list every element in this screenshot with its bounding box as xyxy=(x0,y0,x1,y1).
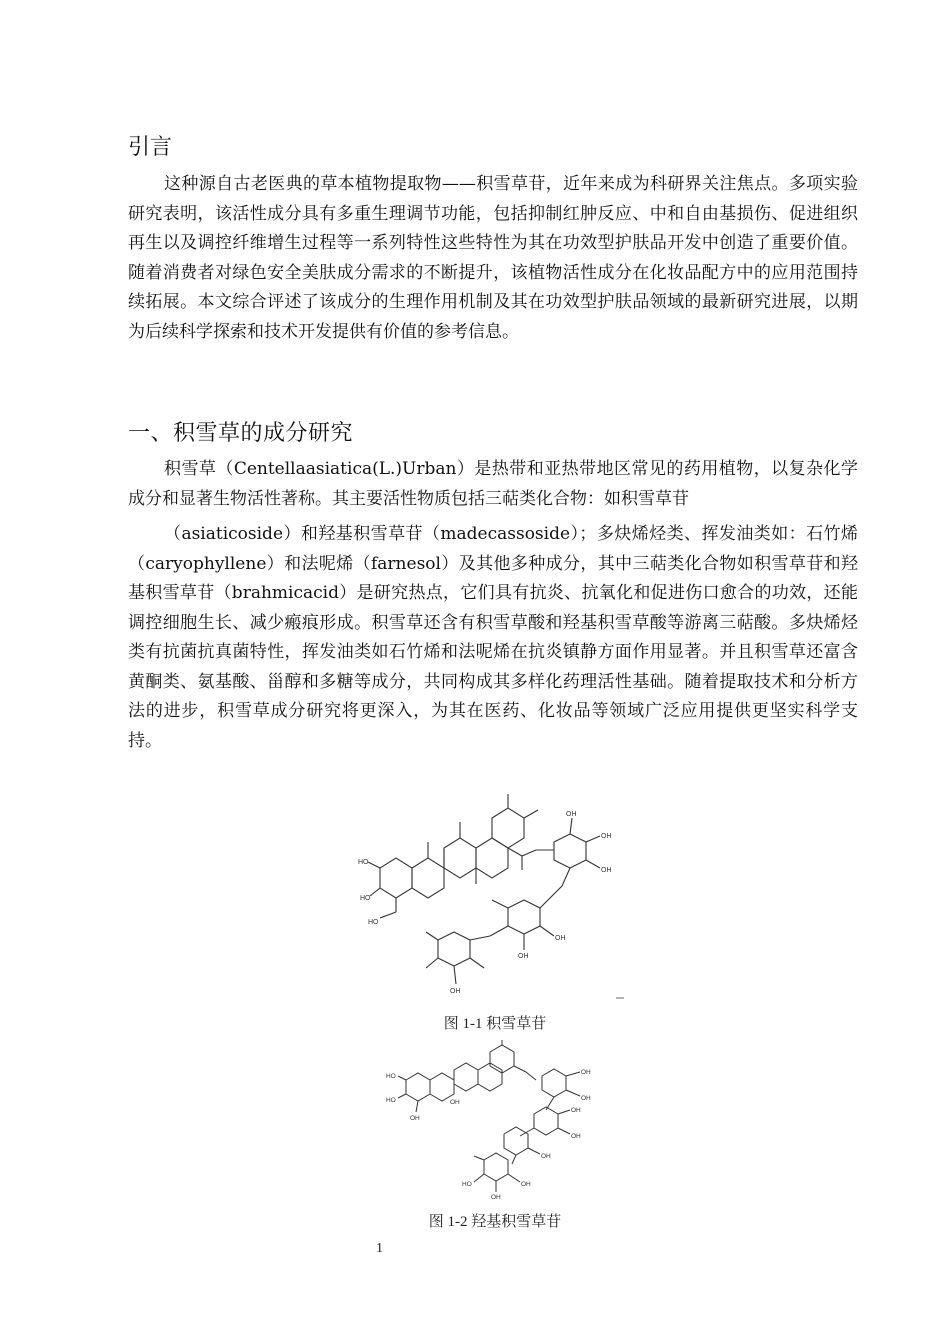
fig1-label-6: OH xyxy=(601,867,612,874)
intro-paragraph: 这种源自古老医典的草本植物提取物——积雪草苷，近年来成为科研界关注焦点。多项实验研究表明，该活性成分具有多重生理调节功能，包括抑制红肿反应、中和自由基损伤、促进组织再生以及调控纤维增生过程等一系列特性这些特性为其在功效型护肤品开发中创造了重要价值。随着消费者对绿色安全美肤成分需求的不断提升，该植物活性成分在化妆品配方中的应用范围持续拓展。本文综合评述了该成分的生理作用机制及其在功效型护肤品领域的最新研究进展，以期为后续科学探索和技术开发提供有价值的参考信息。 xyxy=(128,174,858,342)
fig2-label-3: OH xyxy=(410,1115,420,1122)
madecassoside-structure-diagram xyxy=(384,1040,602,1200)
madecassoside-structure-figure xyxy=(384,1040,602,1200)
fig1-label-4: OH xyxy=(566,811,577,818)
section-1-paragraph-a: 积雪草（Centellaasiatica(L.)Urban）是热带和亚热带地区常见的药用植物，以复杂化学成分和显著生物活性著称。其主要活性物质包括三萜类化合物：如积雪草苷 xyxy=(128,459,858,509)
fig1-label-7: OH xyxy=(555,935,566,942)
fig2-label-12: OH xyxy=(541,1153,551,1160)
asiaticoside-structure-figure xyxy=(358,790,628,1002)
fig1-label-1: HO xyxy=(358,859,369,866)
fig2-label-5: OH xyxy=(581,1069,591,1076)
fig1-label-3: HO xyxy=(368,919,379,926)
fig2-label-1: HO xyxy=(386,1073,396,1080)
fig2-label-4: OH xyxy=(450,1099,460,1106)
fig1-label-5: OH xyxy=(601,833,612,840)
fig1-label-9: OH xyxy=(450,988,461,995)
fig2-label-6: OH xyxy=(581,1095,591,1102)
asiaticoside-structure-diagram xyxy=(358,790,628,1002)
fig2-label-7: OH xyxy=(571,1107,581,1114)
page-number: 1 xyxy=(376,1241,383,1256)
section-1-heading: 一、积雪草的成分研究 xyxy=(128,421,354,446)
fig2-label-9: HO xyxy=(462,1181,472,1188)
intro-heading: 引言 xyxy=(128,135,173,160)
figure-1-caption: 图 1-1 积雪草苷 xyxy=(443,1016,547,1032)
fig2-label-2: HO xyxy=(386,1097,396,1104)
figure-2-caption: 图 1-2 羟基积雪草苷 xyxy=(428,1214,562,1230)
section-1-paragraph-b: （asiaticoside）和羟基积雪草苷（madecassoside）；多炔烯烃类、挥发油类如：石竹烯（caryophyllene）和法呢烯（farnesol）及其他多种成分，其中三萜类化合物如积雪草苷和羟基积雪草苷（brahmicacid）是研究热点，它们具有抗炎、抗氧化和促进伤口愈合的功效，还能调控细胞生长、减少瘢痕形成。积雪草还含有积雪草酸和羟基积雪草酸等游离三萜酸。多炔烯烃类有抗菌抗真菌特性，挥发油类如石竹烯和法呢烯在抗炎镇静方面作用显著。并且积雪草还富含黄酮类、氨基酸、甾醇和多糖等成分，共同构成其多样化药理活性基础。随着提取技术和分析方法的进步，积雪草成分研究将更深入，为其在医药、化妆品等领域广泛应用提供更坚实科学支持。 xyxy=(128,524,858,751)
fig2-label-11: OH xyxy=(521,1181,531,1188)
fig1-label-8: OH xyxy=(518,953,529,960)
fig2-label-8: OH xyxy=(571,1133,581,1140)
fig1-label-2: HO xyxy=(360,895,371,902)
fig2-label-10: OH xyxy=(491,1194,501,1200)
